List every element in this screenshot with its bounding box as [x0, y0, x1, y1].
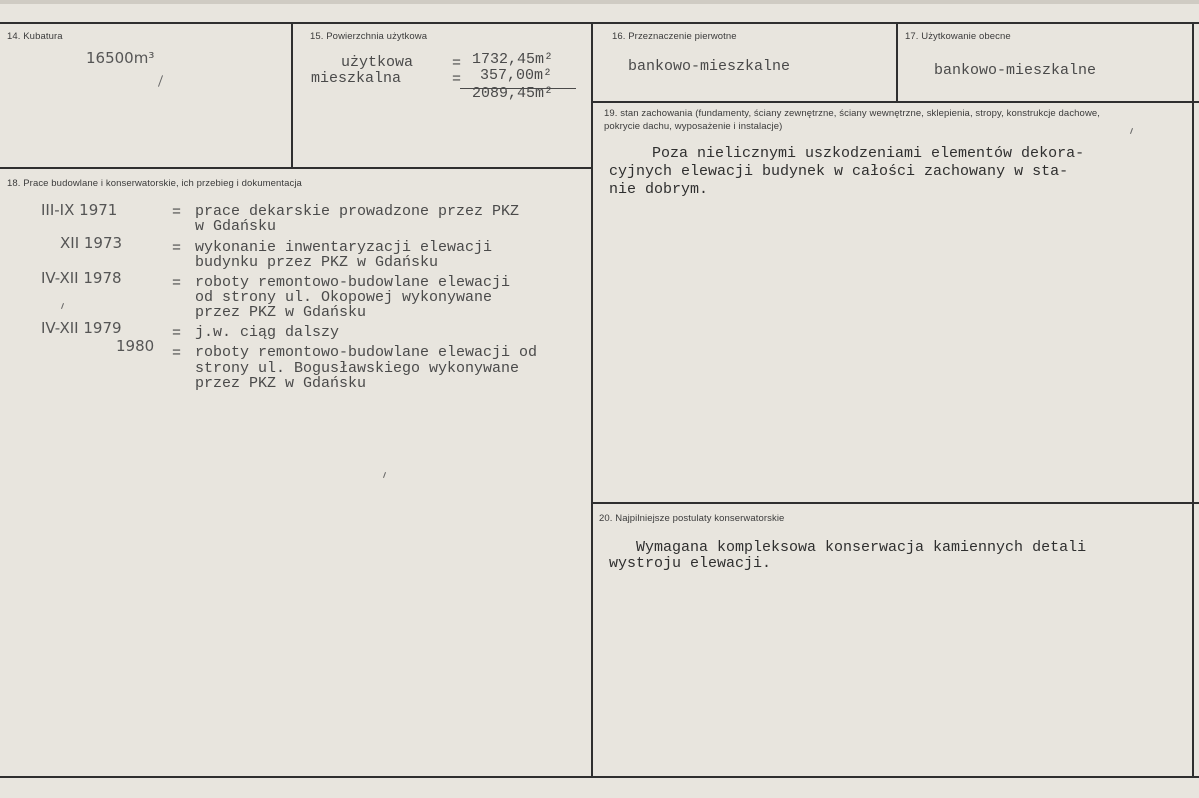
- prace-eq: =: [172, 325, 182, 342]
- prace-entry-date: III-IX 1971: [41, 201, 118, 219]
- prace-entry-line: roboty remontowo-budowlane elewacji: [195, 274, 511, 291]
- prace-entry-date: XII 1973: [60, 234, 123, 252]
- pen-mark: [1130, 128, 1133, 134]
- prace-entry-date: 1980: [116, 337, 155, 355]
- prace-entry-date: IV-XII 1979: [41, 319, 122, 337]
- prace-eq: =: [172, 275, 182, 292]
- stan-line: nie dobrym.: [609, 181, 709, 198]
- top-border: [0, 22, 1199, 24]
- row-divider-postulaty: [592, 502, 1199, 504]
- prace-entry-line: j.w. ciąg dalszy: [195, 324, 340, 341]
- uzytkowanie-label: 17. Użytkowanie obecne: [905, 31, 1011, 42]
- kubatura-value: 16500m³: [86, 49, 155, 67]
- prace-entry-line: wykonanie inwentaryzacji elewacji: [195, 239, 493, 256]
- prace-eq: =: [172, 240, 182, 257]
- postulaty-label: 20. Najpilniejsze postulaty konserwatorskie: [599, 513, 785, 524]
- stan-line: Poza nielicznymi uszkodzeniami elementów dekora-: [652, 145, 1085, 162]
- prace-entry-line: strony ul. Bogusławskiego wykonywane: [195, 360, 520, 377]
- przeznaczenie-value: bankowo-mieszkalne: [628, 58, 791, 75]
- powierzchnia-row-eq: =: [452, 55, 462, 72]
- postulaty-line: Wymagana kompleksowa konserwacja kamiennych detali: [636, 539, 1087, 556]
- pen-mark: [61, 303, 64, 309]
- row-divider-kubatura: [0, 167, 592, 169]
- card-top-edge: [0, 0, 1199, 4]
- postulaty-line: wystroju elewacji.: [609, 555, 772, 572]
- prace-entry-date: IV-XII 1978: [41, 269, 122, 287]
- prace-entry-line: prace dekarskie prowadzone przez PKZ: [195, 203, 520, 220]
- prace-entry-line: budynku przez PKZ w Gdańsku: [195, 254, 439, 271]
- pen-mark: [158, 75, 163, 87]
- prace-entry-line: w Gdańsku: [195, 218, 277, 235]
- prace-eq: =: [172, 345, 182, 362]
- prace-entry-line: od strony ul. Okopowej wykonywane: [195, 289, 493, 306]
- stan-label: 19. stan zachowania (fundamenty, ściany zewnętrzne, ściany wewnętrzne, sklepienia, stropy, konstrukcje dachowe, pokrycie dachu, wyposażenie i instalacje): [604, 108, 1101, 132]
- prace-entry-line: przez PKZ w Gdańsku: [195, 304, 367, 321]
- kubatura-label: 14. Kubatura: [7, 31, 63, 42]
- prace-entry-line: roboty remontowo-budowlane elewacji od: [195, 344, 538, 361]
- prace-entry-line: przez PKZ w Gdańsku: [195, 375, 367, 392]
- stan-line: cyjnych elewacji budynek w całości zachowany w sta-: [609, 163, 1069, 180]
- col-divider-1: [291, 22, 293, 168]
- pen-mark: [383, 472, 386, 478]
- prace-eq: =: [172, 204, 182, 221]
- right-border: [1192, 22, 1194, 778]
- powierzchnia-row-name: użytkowa: [341, 54, 414, 71]
- prace-label: 18. Prace budowlane i konserwatorskie, ich przebieg i dokumentacja: [7, 178, 302, 189]
- przeznaczenie-label: 16. Przeznaczenie pierwotne: [612, 31, 737, 42]
- col-divider-2: [591, 22, 593, 778]
- uzytkowanie-value: bankowo-mieszkalne: [934, 62, 1097, 79]
- col-divider-3: [896, 22, 898, 102]
- powierzchnia-total: 2089,45m²: [472, 85, 554, 102]
- powierzchnia-row-value: 357,00m²: [480, 67, 553, 84]
- powierzchnia-row-eq: =: [452, 71, 462, 88]
- bottom-border: [0, 776, 1199, 778]
- powierzchnia-label: 15. Powierzchnia użytkowa: [310, 31, 428, 42]
- powierzchnia-row-value: 1732,45m²: [472, 51, 554, 68]
- powierzchnia-row-name: mieszkalna: [311, 70, 402, 87]
